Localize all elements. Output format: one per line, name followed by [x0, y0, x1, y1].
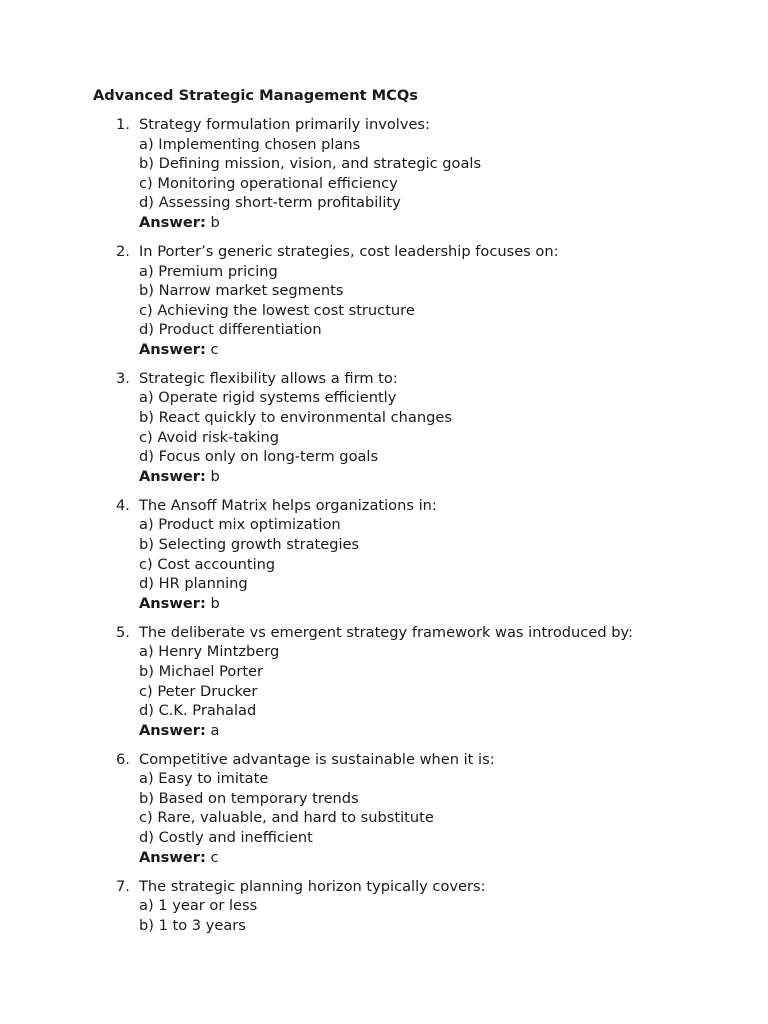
answer-option: b) Based on temporary trends	[139, 789, 359, 807]
question-text: The deliberate vs emergent strategy framework was introduced by:	[139, 623, 633, 641]
answer-value: b	[210, 213, 220, 231]
option-line	[0, 447, 768, 467]
option-line	[0, 301, 768, 321]
answer-option: a) Implementing chosen plans	[139, 135, 361, 153]
answer-option: d) C.K. Prahalad	[139, 702, 257, 720]
answer-option: d) HR planning	[139, 575, 248, 593]
question-item	[0, 242, 768, 359]
option-line	[0, 262, 768, 282]
answer-option: a) Operate rigid systems efficiently	[139, 389, 397, 407]
question-text: In Porter’s generic strategies, cost leadership focuses on:	[139, 242, 559, 260]
option-line	[0, 388, 768, 408]
answer-option: c) Peter Drucker	[139, 682, 258, 700]
answer-option: d) Product differentiation	[139, 321, 322, 339]
answer-value: c	[210, 848, 219, 866]
option-line	[0, 574, 768, 594]
question-stem	[0, 115, 768, 135]
option-line	[0, 896, 768, 916]
question-text: Strategy formulation primarily involves:	[139, 116, 430, 133]
question-item	[0, 750, 768, 867]
answer-option: b) Narrow market segments	[139, 282, 344, 300]
answer-line	[0, 467, 768, 487]
question-stem	[0, 369, 768, 389]
answer-value: c	[210, 340, 219, 358]
question-stem	[0, 242, 768, 262]
option-line	[0, 281, 768, 301]
question-number: 5.	[116, 623, 130, 641]
answer-value: a	[210, 721, 220, 739]
option-line	[0, 769, 768, 789]
answer-option: b) Selecting growth strategies	[139, 536, 360, 553]
answer	[139, 594, 220, 614]
answer-value: b	[210, 594, 220, 612]
question-item	[0, 115, 768, 232]
answer-option: b) 1 to 3 years	[139, 916, 246, 934]
answer	[139, 721, 219, 741]
question-number: 4.	[116, 496, 130, 514]
question-stem	[0, 750, 768, 770]
answer-option: c) Avoid risk-taking	[139, 428, 280, 446]
question-text: Strategic flexibility allows a firm to:	[139, 369, 398, 387]
answer-option: c) Achieving the lowest cost structure	[139, 301, 415, 319]
question-stem	[0, 496, 768, 516]
option-line	[0, 555, 768, 575]
option-line	[0, 808, 768, 828]
option-line	[0, 789, 768, 809]
option-line	[0, 662, 768, 682]
answer-line	[0, 340, 768, 360]
question-item	[0, 496, 768, 613]
question-text: Competitive advantage is sustainable when it is:	[139, 750, 495, 768]
answer	[139, 340, 218, 360]
answer-line	[0, 848, 768, 868]
option-line	[0, 701, 768, 721]
option-line	[0, 642, 768, 662]
question-text: The Ansoff Matrix helps organizations in:	[139, 496, 437, 514]
answer-option: d) Costly and inefficient	[139, 829, 313, 847]
question-item	[0, 623, 768, 740]
answer-label: Answer:	[139, 467, 206, 485]
answer-option: c) Cost accounting	[139, 555, 276, 573]
option-line	[0, 535, 768, 555]
answer-option: a) Henry Mintzberg	[139, 643, 280, 661]
answer-option: b) Defining mission, vision, and strategic goals	[139, 155, 482, 173]
option-line	[0, 428, 768, 448]
option-line	[0, 408, 768, 428]
answer	[139, 848, 218, 868]
question-number: 2.	[116, 242, 130, 260]
answer-label: Answer:	[139, 340, 206, 358]
answer	[139, 467, 220, 487]
answer-option: a) Product mix optimization	[139, 516, 341, 534]
question-stem	[0, 877, 768, 897]
answer-label: Answer:	[139, 721, 206, 739]
answer-value: b	[210, 467, 220, 485]
option-line	[0, 193, 768, 213]
question-number: 1.	[116, 116, 130, 133]
answer-label: Answer:	[139, 213, 206, 231]
question-number: 3.	[116, 369, 130, 387]
answer-line	[0, 213, 768, 233]
answer-line	[0, 721, 768, 741]
question-list	[0, 115, 768, 945]
answer	[139, 213, 220, 233]
question-text: The strategic planning horizon typically covers:	[139, 877, 486, 895]
question-stem	[0, 623, 768, 643]
option-line	[0, 135, 768, 155]
option-line	[0, 828, 768, 848]
answer-option: d) Focus only on long-term goals	[139, 448, 379, 466]
answer-option: b) React quickly to environmental changes	[139, 409, 452, 427]
option-line	[0, 320, 768, 340]
answer-option: a) Premium pricing	[139, 262, 278, 280]
answer-option: b) Michael Porter	[139, 662, 264, 680]
question-number: 7.	[116, 877, 130, 895]
option-line	[0, 154, 768, 174]
option-line	[0, 916, 768, 936]
option-line	[0, 174, 768, 194]
answer-label: Answer:	[139, 594, 206, 612]
option-line	[0, 515, 768, 535]
answer-option: c) Monitoring operational efficiency	[139, 174, 398, 192]
question-item	[0, 369, 768, 486]
answer-option: c) Rare, valuable, and hard to substitute	[139, 809, 434, 827]
option-line	[0, 682, 768, 702]
answer-option: a) 1 year or less	[139, 897, 258, 915]
answer-label: Answer:	[139, 848, 206, 866]
question-number: 6.	[116, 750, 130, 768]
question-item	[0, 877, 768, 936]
document-title: Advanced Strategic Management MCQs	[93, 87, 418, 104]
answer-line	[0, 594, 768, 614]
answer-option: d) Assessing short-term profitability	[139, 194, 401, 212]
answer-option: a) Easy to imitate	[139, 770, 269, 788]
